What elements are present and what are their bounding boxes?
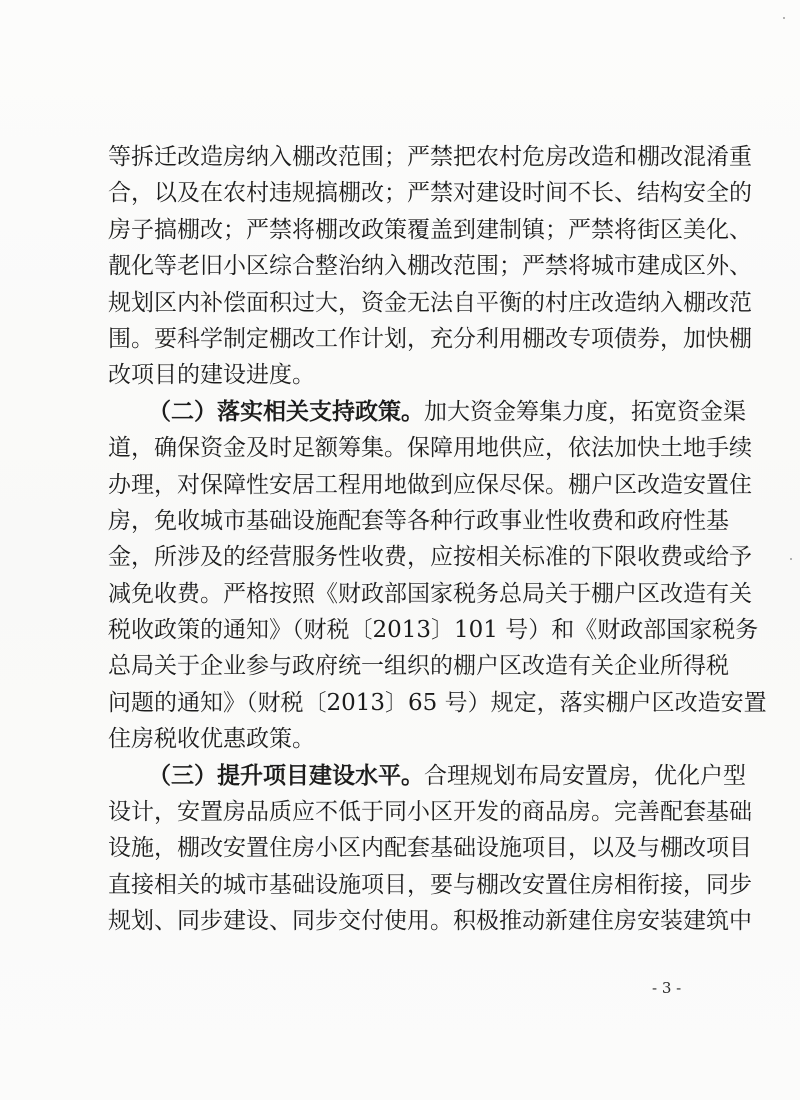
text-line: 围。要科学制定棚改工作计划，充分利用棚改专项债券，加快棚 bbox=[108, 325, 752, 352]
text-line: 规划区内补偿面积过大，资金无法自平衡的村庄改造纳入棚改范 bbox=[108, 289, 752, 316]
text-line: 道，确保资金及时足额筹集。保障用地供应，依法加快土地手续 bbox=[108, 435, 752, 462]
text-line: 合，以及在农村违规搞棚改；严禁对建设时间不长、结构安全的 bbox=[108, 180, 752, 207]
text-line bbox=[108, 758, 746, 794]
text-line: 税收政策的通知》（财税〔2013〕101 号）和《财政部国家税务 bbox=[108, 617, 759, 644]
text-line: 金，所涉及的经营服务性收费，应按相关标准的下限收费或给予 bbox=[108, 544, 752, 571]
text-run: 合理规划布局安置房，优化户型 bbox=[424, 762, 746, 789]
document-body bbox=[108, 139, 767, 940]
page-number: - 3 - bbox=[652, 979, 682, 997]
text-line: 改项目的建设进度。 bbox=[108, 362, 315, 389]
text-line: 靓化等老旧小区综合整治纳入棚改范围；严禁将城市建成区外、 bbox=[108, 253, 752, 280]
text-line: 房子搞棚改；严禁将棚改政策覆盖到建制镇；严禁将街区美化、 bbox=[108, 216, 752, 243]
text-line: 住房税收优惠政策。 bbox=[108, 726, 315, 753]
text-line bbox=[108, 394, 746, 430]
scan-speck bbox=[790, 558, 792, 560]
paragraph-1 bbox=[108, 139, 752, 394]
text-run: 加大资金筹集力度，拓宽资金渠 bbox=[424, 398, 746, 425]
text-line: 等拆迁改造房纳入棚改范围；严禁把农村危房改造和棚改混淆重 bbox=[108, 144, 752, 170]
paragraph-2 bbox=[108, 394, 767, 758]
text-line: 问题的通知》（财税〔2013〕65 号）规定，落实棚户区改造安置 bbox=[108, 689, 767, 716]
paragraph-3 bbox=[108, 758, 752, 940]
text-line: 办理，对保障性安居工程用地做到应保尽保。棚户区改造安置住 bbox=[108, 471, 752, 498]
text-line: 房，免收城市基础设施配套等各种行政事业性收费和政府性基 bbox=[108, 507, 729, 534]
text-line: 总局关于企业参与政府统一组织的棚户区改造有关企业所得税 bbox=[108, 653, 729, 680]
scan-speck bbox=[783, 17, 785, 19]
text-line: 设施，棚改安置住房小区内配套基础设施项目，以及与棚改项目 bbox=[108, 835, 752, 862]
section-heading: （二）落实相关支持政策。 bbox=[148, 397, 424, 425]
text-line: 直接相关的城市基础设施项目，要与棚改安置住房相衔接，同步 bbox=[108, 871, 752, 898]
text-line: 规划、同步建设、同步交付使用。积极推动新建住房安装建筑中 bbox=[108, 908, 752, 935]
section-heading: （三）提升项目建设水平。 bbox=[148, 761, 424, 789]
text-line: 减免收费。严格按照《财政部国家税务总局关于棚户区改造有关 bbox=[108, 580, 752, 607]
text-line: 设计，安置房品质应不低于同小区开发的商品房。完善配套基础 bbox=[108, 799, 752, 826]
